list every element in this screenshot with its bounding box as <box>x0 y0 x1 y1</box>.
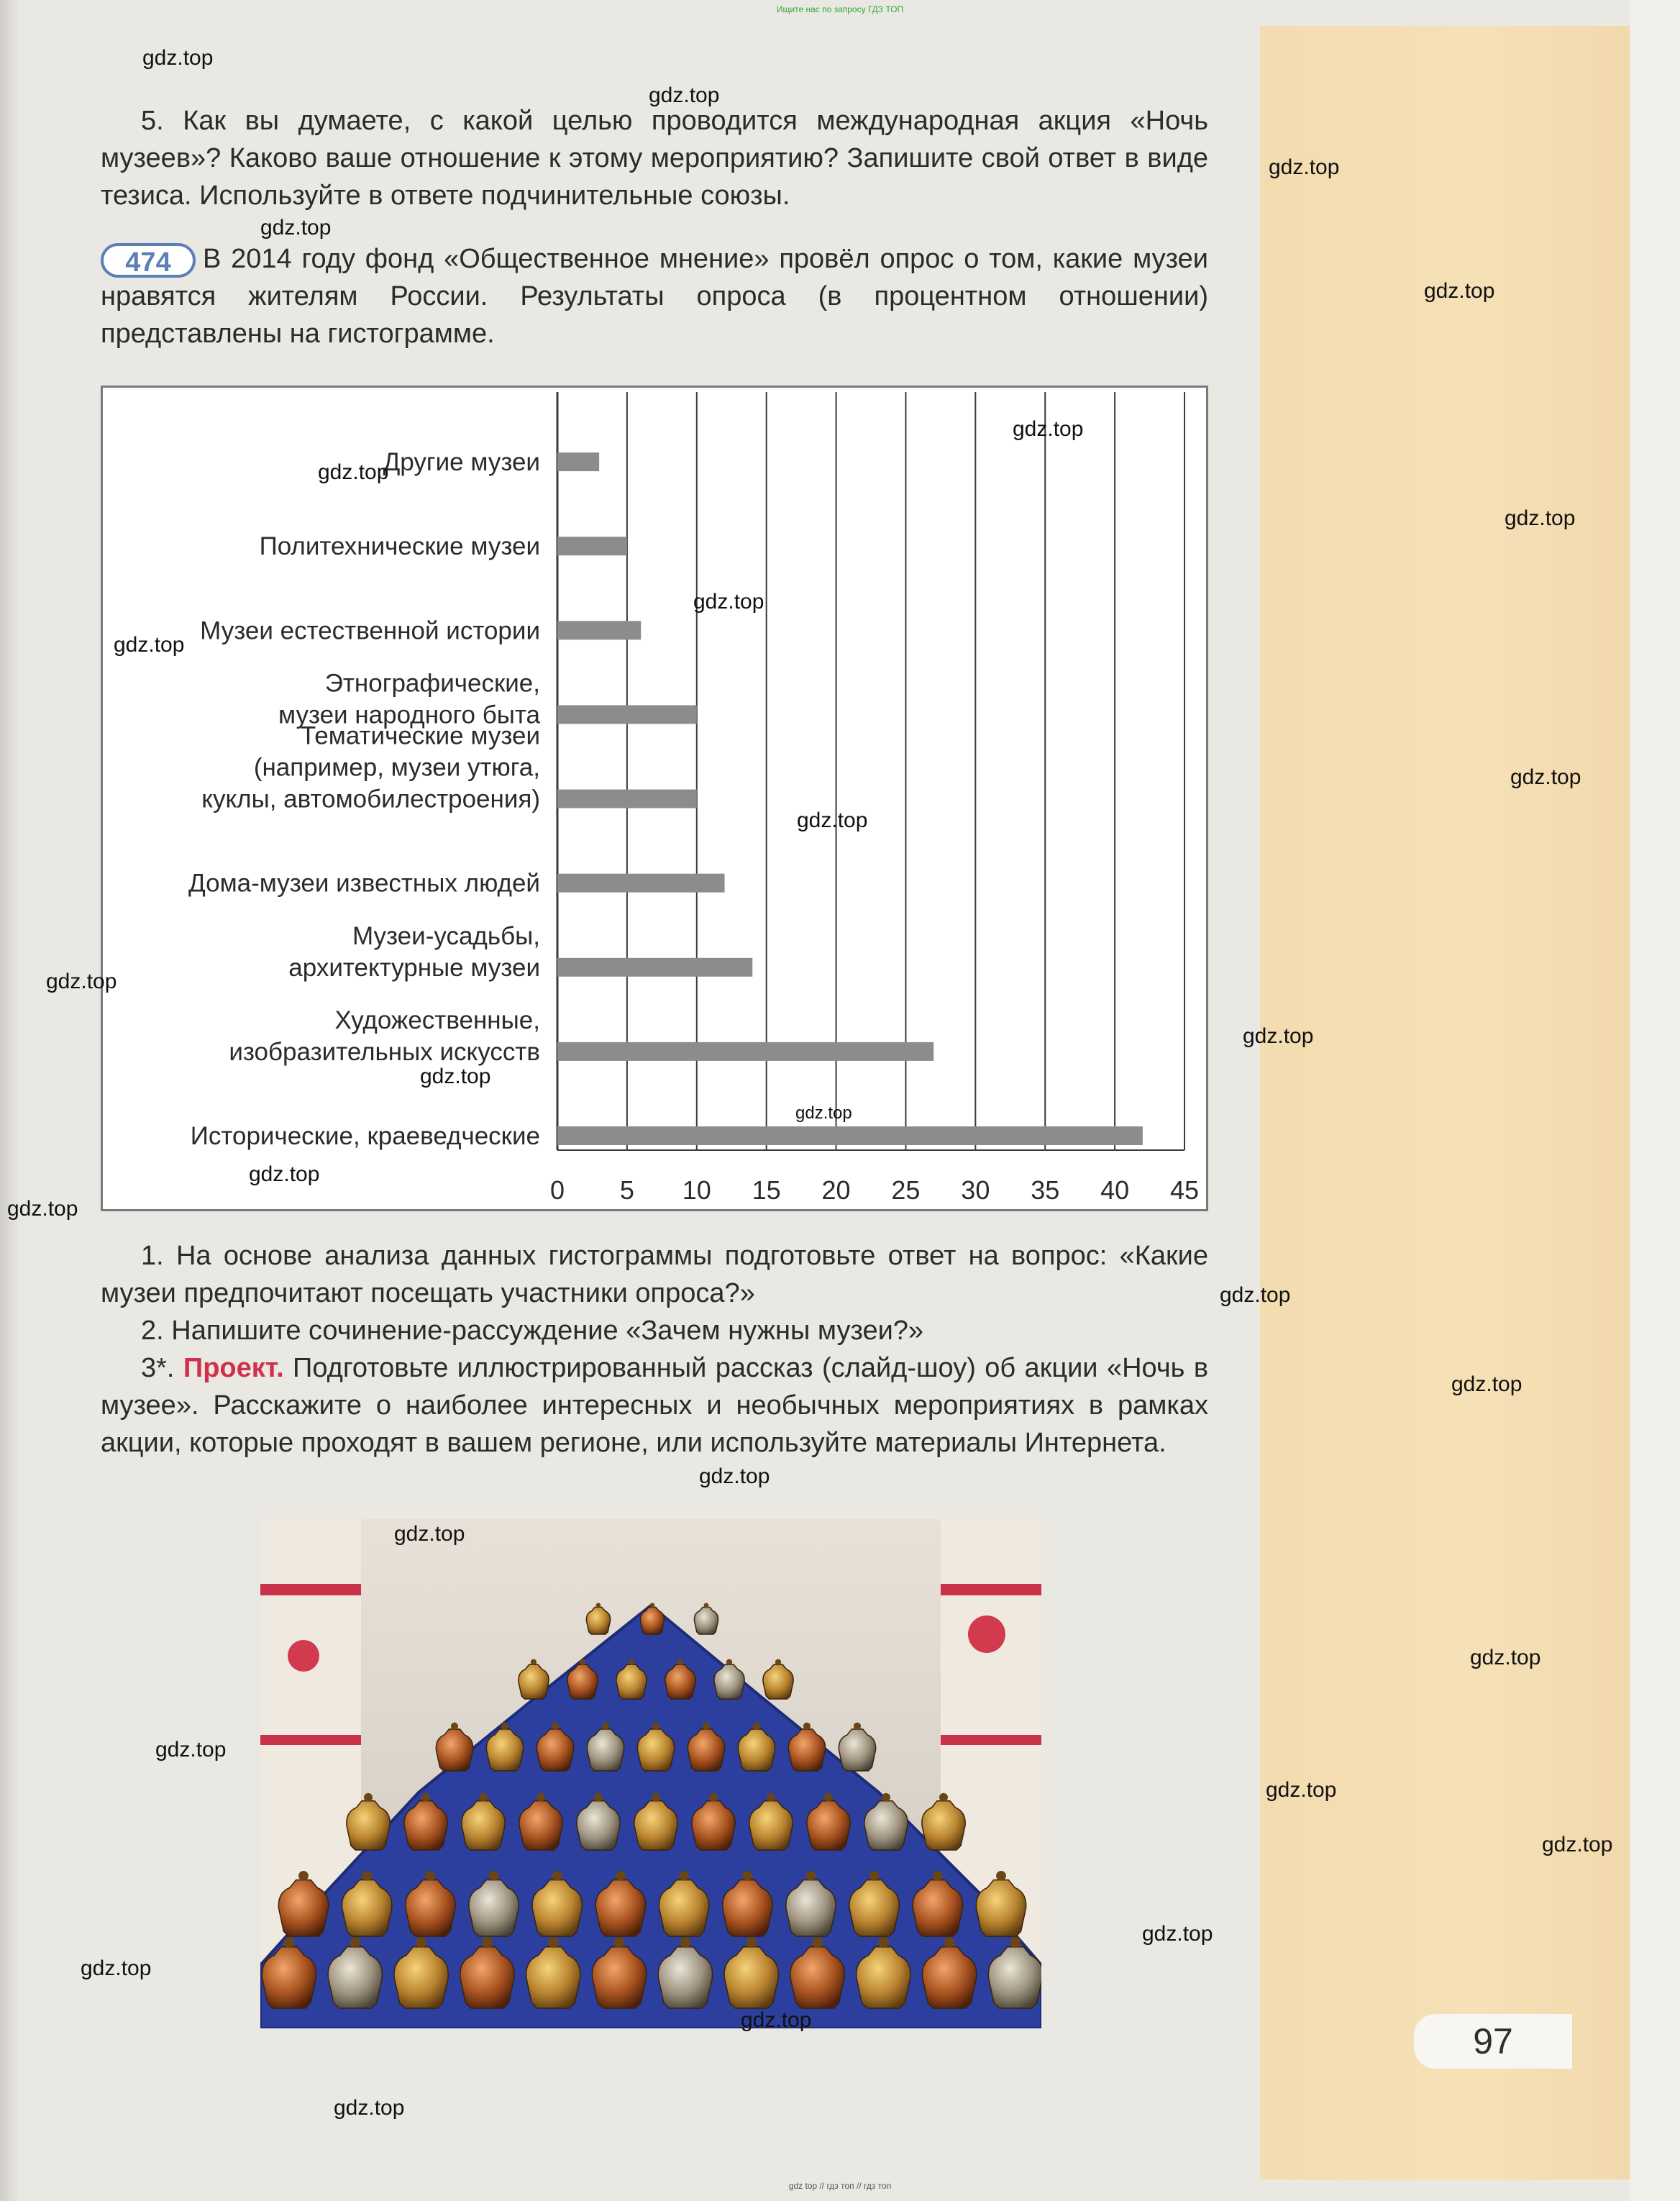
category-label: куклы, автомобилестроения) <box>201 785 540 814</box>
watermark: gdz.top <box>142 46 214 70</box>
question-3 <box>101 1349 1208 1462</box>
watermark: gdz.top <box>394 1522 465 1546</box>
watermark: gdz.top <box>1269 155 1340 179</box>
watermark: gdz.top <box>1142 1922 1213 1946</box>
watermark: gdz.top <box>699 1464 770 1488</box>
watermark: gdz.top <box>318 460 389 484</box>
x-tick-label: 30 <box>961 1175 990 1205</box>
chart-bar <box>557 537 627 555</box>
x-tick-label: 45 <box>1169 1175 1200 1205</box>
watermark: gdz.top <box>741 2008 812 2032</box>
watermark: gdz.top <box>797 808 868 832</box>
watermark: gdz.top <box>1510 765 1581 789</box>
task-474-text: В 2014 году фонд «Общественное мнение» провёл опрос о том, какие музеи нравятся жителям России. Результаты опроса (в процентном отношении) представлены на гистограмме. <box>101 244 1208 349</box>
question-3-text: Подготовьте иллюстрированный рассказ (слайд-шоу) об акции «Ночь в музее». Расскажите о наиболее интересных и необычных мероприятиях в рамках акции, которые проходят в вашем регионе, или используйте материалы Интернета. <box>101 1353 1209 1458</box>
category-label: Художественные, <box>334 1006 540 1034</box>
x-tick-label: 25 <box>891 1175 921 1205</box>
watermark: gdz.top <box>81 1956 152 1980</box>
watermark: gdz.top <box>1542 1833 1613 1856</box>
watermark: gdz.top <box>334 2096 405 2120</box>
x-tick-label: 5 <box>619 1175 634 1205</box>
watermark: gdz.top <box>155 1738 227 1762</box>
question-3-prefix: 3*. <box>141 1353 175 1383</box>
category-label: Музеи естественной истории <box>200 616 540 645</box>
top-banner[interactable]: Ищите нас по запросу ГДЗ ТОП <box>776 4 904 14</box>
category-label: Исторические, краеведческие <box>190 1122 540 1150</box>
chart-bar <box>557 1126 1143 1145</box>
watermark: gdz.top <box>1243 1024 1314 1048</box>
x-tick-label: 0 <box>549 1175 565 1205</box>
x-tick-label: 15 <box>752 1175 781 1205</box>
chart-bar <box>557 790 697 808</box>
category-label: Дома-музеи известных людей <box>188 869 540 898</box>
watermark: gdz.top <box>1266 1778 1337 1802</box>
category-label: изобразительных искусств <box>229 1037 540 1066</box>
project-label: Проект. <box>183 1353 284 1383</box>
x-tick-label: 20 <box>821 1175 851 1205</box>
watermark: gdz.top <box>7 1197 78 1221</box>
chart-bar <box>557 452 599 471</box>
category-label: Тематические музеи <box>300 721 540 750</box>
chart-bar <box>557 705 697 724</box>
x-tick-label: 40 <box>1100 1175 1130 1205</box>
category-label: Музеи-усадьбы, <box>352 921 540 950</box>
watermark: gdz.top <box>795 1103 852 1123</box>
watermark: gdz.top <box>693 590 764 614</box>
page-edge <box>1630 0 1680 2201</box>
watermark: gdz.top <box>46 970 117 993</box>
category-label: (например, музеи утюга, <box>253 753 540 782</box>
samovar-exhibition-photo <box>260 1519 1041 2028</box>
category-label: Политехнические музеи <box>259 532 540 561</box>
chart-canvas <box>103 388 1206 1209</box>
category-label: архитектурные музеи <box>288 953 540 982</box>
watermark: gdz.top <box>1470 1646 1541 1669</box>
watermark: gdz.top <box>1013 417 1084 441</box>
watermark: gdz.top <box>1220 1283 1291 1307</box>
chart-bar <box>557 621 641 639</box>
page-number: 97 <box>1414 2014 1572 2069</box>
x-tick-label: 35 <box>1031 1175 1060 1205</box>
x-tick-label: 10 <box>682 1175 711 1205</box>
watermark: gdz.top <box>649 83 720 107</box>
watermark: gdz.top <box>1505 506 1576 530</box>
bottom-banner[interactable]: gdz top // гдз топ // гдз топ <box>788 2181 892 2191</box>
chart-bar <box>557 1042 933 1061</box>
question-2: 2. Напишите сочинение-рассуждение «Зачем нужны музеи?» <box>141 1316 924 1346</box>
page-gutter-shadow <box>0 0 20 2201</box>
question-1: 1. На основе анализа данных гистограммы подготовьте ответ на вопрос: «Какие музеи предпочитают посещать участники опроса?» <box>101 1241 1208 1308</box>
watermark: gdz.top <box>249 1162 320 1186</box>
category-label: Этнографические, <box>324 669 540 698</box>
chart-bar <box>557 874 725 893</box>
task-474 <box>101 240 1208 352</box>
watermark: gdz.top <box>420 1065 491 1088</box>
watermark: gdz.top <box>1451 1372 1522 1396</box>
category-label: Другие музеи <box>383 448 540 477</box>
watermark: gdz.top <box>114 633 185 657</box>
bar-chart <box>101 386 1208 1211</box>
watermark: gdz.top <box>260 216 332 240</box>
category-label: музеи народного быта <box>278 701 540 729</box>
chart-bar <box>557 958 752 977</box>
questions-block <box>101 1237 1208 1462</box>
task-5-text: 5. Как вы думаете, с какой целью проводится международная акция «Ночь музеев»? Каково ваше отношение к этому мероприятию? Запишите свой ответ в виде тезиса. Используйте в ответе подчинительные союзы. <box>101 106 1208 211</box>
watermark: gdz.top <box>1424 279 1495 303</box>
task-number-badge: 474 <box>101 243 196 278</box>
